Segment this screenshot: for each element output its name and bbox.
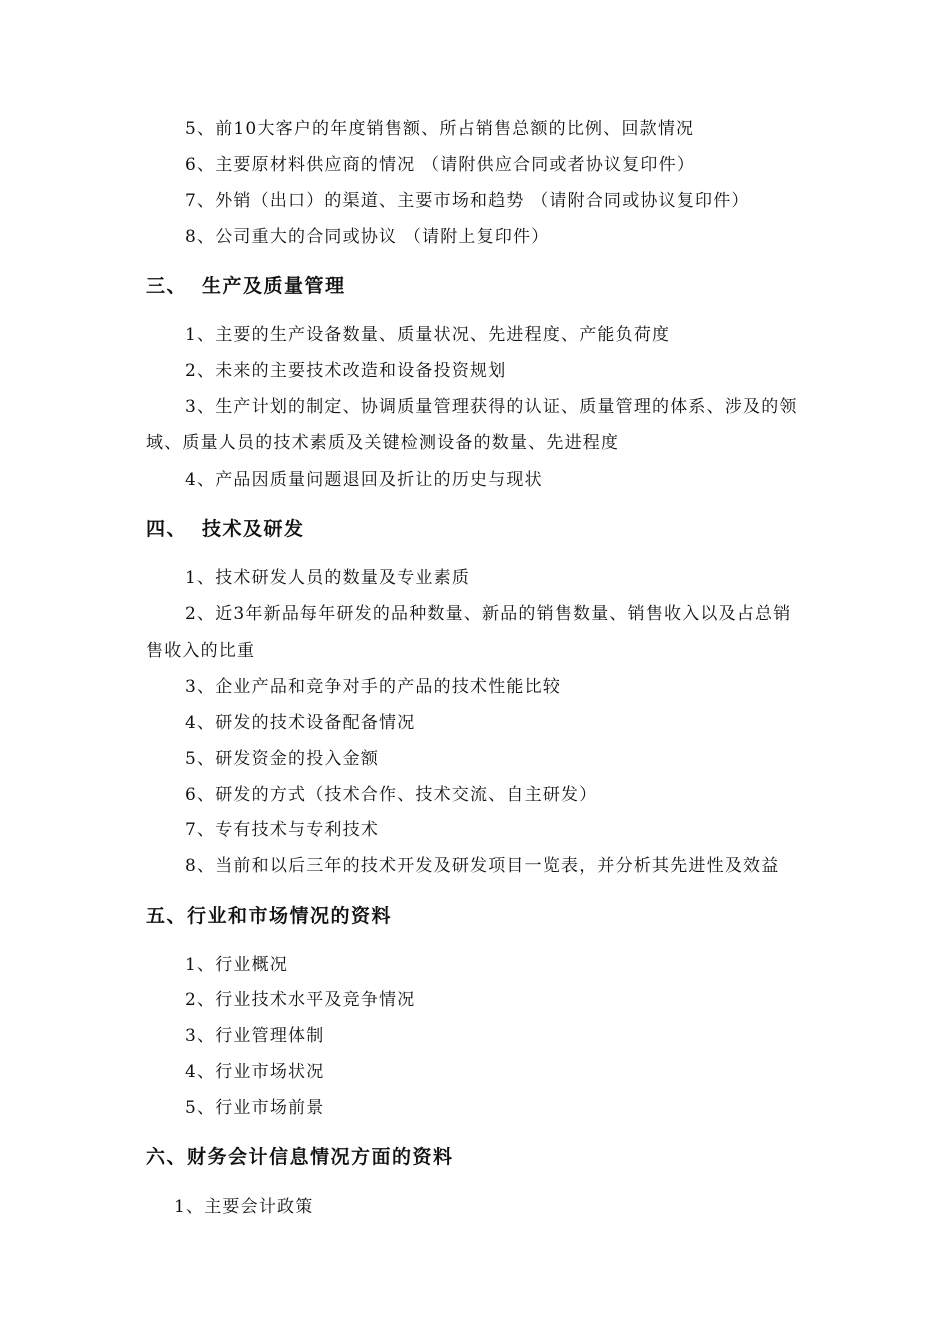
list-item: 2、未来的主要技术改造和设备投资规划 [185,361,507,381]
list-item: 4、产品因质量问题退回及折让的历史与现状 [185,470,543,490]
list-item: 1、技术研发人员的数量及专业素质 [185,568,471,588]
list-item: 6、主要原材料供应商的情况 （请附供应合同或者协议复印件） [185,155,696,175]
list-item: 3、企业产品和竞争对手的产品的技术性能比较 [185,677,562,697]
list-item: 3、生产计划的制定、协调质量管理获得的认证、质量管理的体系、涉及的领 [185,397,798,417]
list-item: 4、行业市场状况 [185,1062,325,1082]
list-item: 7、外销（出口）的渠道、主要市场和趋势 （请附合同或协议复印件） [185,191,750,211]
section-heading [146,274,346,298]
list-item: 5、研发资金的投入金额 [185,749,380,769]
list-item: 6、研发的方式（技术合作、技术交流、自主研发） [185,785,598,805]
section-title: 技术及研发 [202,518,305,540]
list-item-continuation: 域、质量人员的技术素质及关键检测设备的数量、先进程度 [146,433,620,453]
list-item-continuation: 售收入的比重 [146,641,256,661]
list-item: 1、主要的生产设备数量、质量状况、先进程度、产能负荷度 [185,325,671,345]
list-item: 5、前10大客户的年度销售额、所占销售总额的比例、回款情况 [185,119,695,139]
section-heading [146,517,305,541]
section-title: 生产及质量管理 [202,275,346,297]
section-heading: 六、财务会计信息情况方面的资料 [146,1146,454,1168]
list-item: 8、公司重大的合同或协议 （请附上复印件） [185,227,550,247]
list-item: 4、研发的技术设备配备情况 [185,713,416,733]
section-heading: 五、行业和市场情况的资料 [146,905,393,927]
list-item: 5、行业市场前景 [185,1098,325,1118]
section-number: 三、 [146,275,188,297]
list-item: 2、行业技术水平及竞争情况 [185,990,416,1010]
list-item: 1、主要会计政策 [174,1197,314,1217]
list-item: 2、近3年新品每年研发的品种数量、新品的销售数量、销售收入以及占总销 [185,604,792,624]
list-item: 1、行业概况 [185,955,289,975]
list-item: 8、当前和以后三年的技术开发及研发项目一览表，并分析其先进性及效益 [185,856,780,876]
section-number: 四、 [146,518,188,540]
list-item: 3、行业管理体制 [185,1026,325,1046]
list-item: 7、专有技术与专利技术 [185,820,380,840]
